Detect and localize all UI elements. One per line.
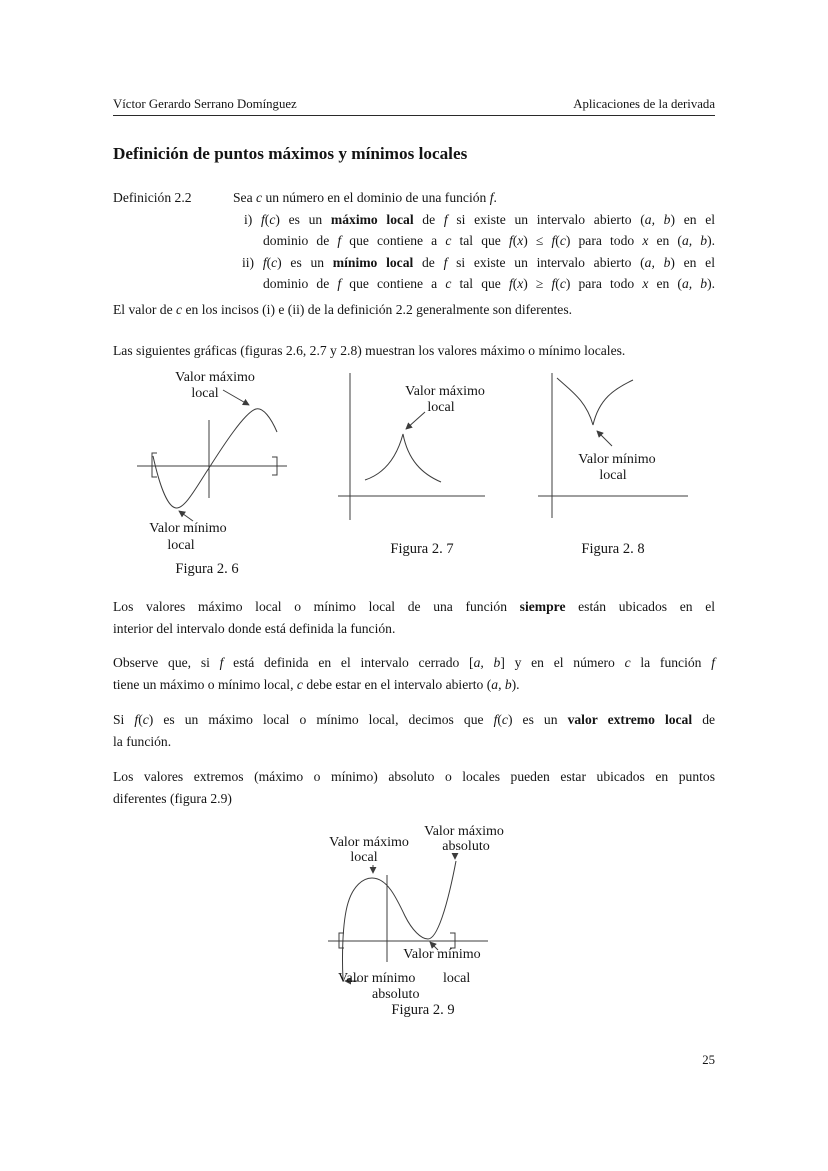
definition-2-2 [113,187,715,295]
fig27-caption: Figura 2. 7 [390,541,454,557]
figure-2-8 [538,368,695,583]
section-title: Definición de puntos máximos y mínimos locales [113,144,468,163]
definition-item-i-line2: dominio de f que contiene a c tal que f(x) ≤ f(c) para todo x en (a, b). [263,233,715,249]
fig26-min-label-line2: local [167,538,195,553]
fig27-max-label-line2: local [427,400,455,415]
fig27-max-arrow [406,412,425,429]
paragraph-observe-line2: tiene un máximo o mínimo local, c debe estar en el intervalo abierto (a, b). [113,676,520,692]
definition-item-ii-line2: dominio de f que contiene a c tal que f(x) ≥ f(c) para todo x en (a, b). [263,276,715,292]
definition-item-ii-line1: ii) f(c) es un mínimo local de f si existe un intervalo abierto (a, b) en el [242,254,715,270]
fig26-max-label-line2: local [191,386,219,401]
paragraph-absolutos-line2: diferentes (figura 2.9) [113,790,232,806]
fig29-max-abs-label-line2: absoluto [442,839,490,854]
figure-2-6 [133,368,293,583]
page-number: 25 [702,1053,715,1067]
fig29-max-local-label-line1: Valor máximo [329,835,409,850]
fig27-curve [365,434,441,482]
figure-2-9 [300,815,510,1020]
paragraph-observe-line1: Observe que, si f está definida en el intervalo cerrado [a, b] y en el número c la función f [113,655,715,670]
paragraph-extremo-line1: Si f(c) es un máximo local o mínimo local, decimos que f(c) es un valor extremo local de [113,712,716,727]
paragraph-graficas: Las siguientes gráficas (figuras 2.6, 2.7 y 2.8) muestran los valores máximo o mínimo locales. [113,343,626,358]
fig28-min-arrow [597,431,612,446]
fig27-max-label-line1: Valor máximo [405,384,485,399]
fig26-max-label-line1: Valor máximo [175,370,255,385]
fig26-min-arrow [179,511,193,521]
fig28-min-label-line2: local [599,468,627,483]
fig29-max-local-label-line2: local [350,850,378,865]
fig29-min-local-label-line2: local [443,971,471,986]
fig29-max-abs-label-line1: Valor máximo [424,824,504,839]
page-header [113,96,715,116]
definition-item-i-line1: i) f(c) es un máximo local de f si existe un intervalo abierto (a, b) en el [244,211,716,227]
paragraph-siempre [113,596,715,639]
fig26-curve [153,409,277,508]
fig26-min-label-line1: Valor mínimo [149,521,227,536]
paragraph-absolutos [113,766,715,809]
paragraph-observe [113,652,715,695]
fig28-caption: Figura 2. 8 [581,541,645,557]
paragraph-siempre-line1: Los valores máximo local o mínimo local de una función siempre están ubicados en el [113,599,715,614]
definition-label: Definición 2.2 [113,190,192,205]
figure-2-7 [338,368,495,583]
paragraph-valor-c: El valor de c en los incisos (i) e (ii) de la definición 2.2 generalmente son diferentes. [113,302,573,317]
fig28-min-label-line1: Valor mínimo [578,452,656,467]
definition-body [233,187,715,295]
paragraph-siempre-line2: interior del intervalo donde está definida la función. [113,620,396,636]
paragraph-absolutos-line1: Los valores extremos (máximo o mínimo) absoluto o locales pueden estar ubicados en puntos [113,769,715,784]
paragraph-extremo-line2: la función. [113,733,172,749]
fig29-min-abs-label-line1: Valor mínimo [338,971,416,986]
header-section: Aplicaciones de la derivada [573,97,715,111]
definition-intro-line: Sea c un número en el dominio de una función f. [233,190,497,205]
fig29-min-abs-label-line2: absoluto [372,987,420,1002]
fig26-caption: Figura 2. 6 [175,561,239,577]
fig29-caption: Figura 2. 9 [391,1002,455,1018]
paragraph-extremo [113,709,715,752]
fig29-min-local-label-line1: Valor mínimo [403,947,481,962]
header-author: Víctor Gerardo Serrano Domínguez [113,97,297,111]
fig28-curve [557,378,633,425]
fig26-max-arrow [223,390,249,405]
